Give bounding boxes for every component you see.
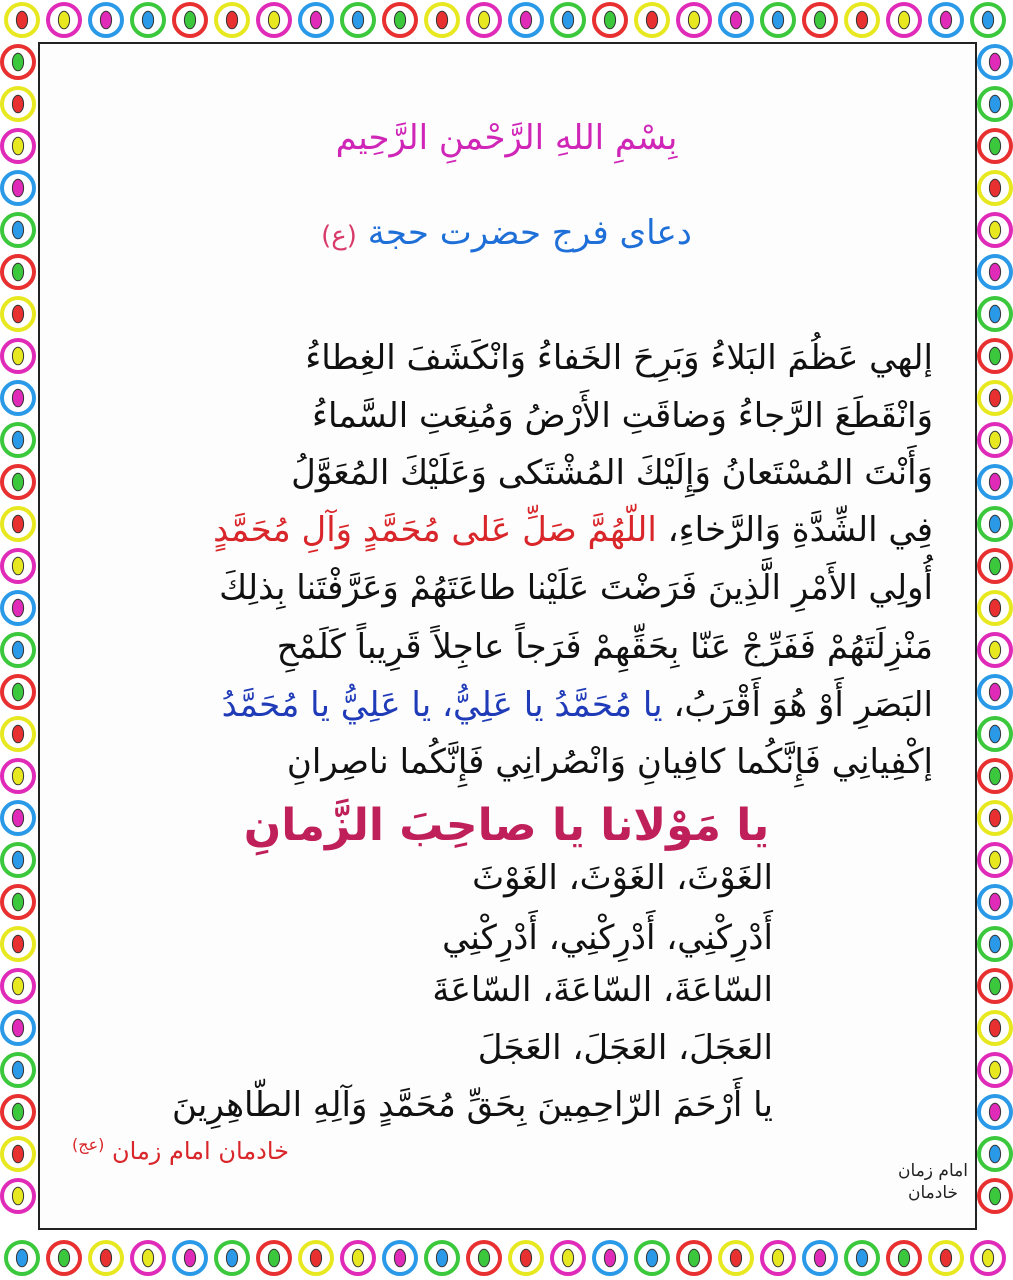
border-ring-center [12, 599, 23, 617]
border-ring-center [268, 1249, 279, 1267]
border-ring-center [12, 1187, 23, 1205]
prayer-line-segment: يا مُحَمَّدُ يا عَلِيُّ، يا عَلِيُّ يا مُحَمَّدُ [221, 685, 674, 725]
border-ring-center [982, 1249, 993, 1267]
prayer-line [80, 453, 933, 493]
border-ring-center [12, 851, 23, 869]
border-ring-center [989, 263, 1000, 281]
border-ring-center [352, 11, 363, 29]
border-ring-center [12, 431, 23, 449]
border-ring-center [12, 1103, 23, 1121]
border-ring-center [772, 1249, 783, 1267]
prayer-line-segment: اللّهُمَّ صَلِّ عَلى مُحَمَّدٍ وَآلِ مُحَمَّدٍ [213, 510, 668, 550]
border-ring-center [989, 515, 1000, 533]
border-ring-center [16, 11, 27, 29]
signature-text: خادمان امام زمان [112, 1137, 289, 1165]
border-ring-center [989, 557, 1000, 575]
border-ring-center [12, 515, 23, 533]
border-ring-center [12, 263, 23, 281]
border-ring-center [226, 11, 237, 29]
border-ring-center [12, 1019, 23, 1037]
border-ring-center [12, 977, 23, 995]
border-ring-center [989, 935, 1000, 953]
border-ring-center [100, 1249, 111, 1267]
border-ring-center [989, 431, 1000, 449]
border-ring-center [12, 473, 23, 491]
prayer-line-segment: إلهي عَظُمَ البَلاءُ وَبَرِحَ الخَفاءُ وَانْكَشَفَ الغِطاءُ [305, 338, 933, 378]
border-ring-center [12, 389, 23, 407]
border-ring-center [730, 11, 741, 29]
border-ring-center [856, 11, 867, 29]
border-ring-center [310, 1249, 321, 1267]
border-ring-center [814, 11, 825, 29]
border-ring-center [100, 11, 111, 29]
border-ring-center [989, 599, 1000, 617]
prayer-line-segment: إكْفِيانِي فَإِنَّكُما كافِيانِ وَانْصُرانِي فَإِنَّكُما ناصِرانِ [286, 742, 933, 782]
border-ring-center [989, 473, 1000, 491]
border-ring-center [58, 11, 69, 29]
border-ring-center [436, 1249, 447, 1267]
border-ring-center [989, 1103, 1000, 1121]
basmala: بِسْمِ اللهِ الرَّحْمنِ الرَّحِیم [335, 118, 678, 158]
border-ring-center [688, 1249, 699, 1267]
ya-mawlana-line: يا مَوْلانا يا صاحِبَ الزَّمانِ [243, 800, 770, 851]
invocation-line: العَجَلَ، العَجَلَ، العَجَلَ [477, 1028, 773, 1068]
border-ring-center [436, 11, 447, 29]
border-ring-center [989, 1061, 1000, 1079]
border-ring-center [989, 389, 1000, 407]
border-ring-center [142, 11, 153, 29]
prayer-line-segment: أُولِي الأَمْرِ الَّذِينَ فَرَضْتَ عَلَيْنا طاعَتَهُمْ وَعَرَّفْتَنا بِذلِكَ [219, 568, 933, 608]
border-ring-center [268, 11, 279, 29]
border-ring-center [989, 725, 1000, 743]
invocation-line: أَدْرِكْنِي، أَدْرِكْنِي، أَدْرِكْنِي [442, 918, 773, 958]
border-ring-center [12, 935, 23, 953]
invocation-line: السّاعَةَ، السّاعَةَ، السّاعَةَ [432, 970, 773, 1010]
border-ring-center [989, 53, 1000, 71]
border-ring-center [646, 1249, 657, 1267]
logo-line-2: خادمان [907, 1183, 959, 1203]
border-ring-center [562, 11, 573, 29]
prayer-line [80, 568, 933, 608]
signature-suffix: (عج) [72, 1135, 105, 1154]
border-ring-center [12, 557, 23, 575]
border-ring-center [604, 1249, 615, 1267]
border-ring-center [12, 1061, 23, 1079]
border-ring-center [989, 641, 1000, 659]
border-ring-center [562, 1249, 573, 1267]
prayer-line-segment: وَأَنْتَ المُسْتَعانُ وَإِلَيْكَ المُشْتَكى وَعَلَيْكَ المُعَوَّلُ [291, 453, 933, 493]
border-ring-center [989, 851, 1000, 869]
border-ring-center [12, 95, 23, 113]
border-ring-center [982, 11, 993, 29]
border-ring-center [310, 11, 321, 29]
prayer-line-segment: البَصَرِ أَوْ هُوَ أَقْرَبُ، [673, 685, 933, 725]
prayer-line [80, 742, 933, 782]
border-ring-center [394, 1249, 405, 1267]
border-ring-center [12, 53, 23, 71]
prayer-line-segment: فِي الشِّدَّةِ وَالرَّخاءِ، [667, 510, 933, 550]
prayer-line-segment: مَنْزِلَتَهُمْ فَفَرِّجْ عَنّا بِحَقِّهِمْ فَرَجاً عاجِلاً قَرِيباً كَلَمْحِ [276, 627, 933, 667]
border-ring-center [12, 641, 23, 659]
prayer-line [80, 396, 933, 436]
invocation-line: الغَوْثَ، الغَوْثَ، الغَوْثَ [472, 858, 773, 898]
border-ring-center [940, 11, 951, 29]
calligraphy-logo [893, 1160, 973, 1220]
border-ring-center [12, 725, 23, 743]
prayer-line [80, 685, 933, 725]
title-suffix: (ع) [321, 221, 357, 251]
border-ring-center [226, 1249, 237, 1267]
border-ring-center [989, 1019, 1000, 1037]
border-ring-center [12, 179, 23, 197]
border-ring-center [520, 11, 531, 29]
logo-line-1: امام زمان [898, 1161, 968, 1181]
border-ring-center [989, 767, 1000, 785]
border-ring-center [12, 767, 23, 785]
prayer-line [80, 510, 933, 550]
border-ring-center [184, 1249, 195, 1267]
border-ring-center [12, 893, 23, 911]
prayer-title [0, 213, 1013, 253]
border-ring-center [940, 1249, 951, 1267]
border-ring-center [898, 1249, 909, 1267]
border-ring-center [989, 1187, 1000, 1205]
border-ring-center [478, 11, 489, 29]
border-ring-center [730, 1249, 741, 1267]
border-ring-center [352, 1249, 363, 1267]
border-ring-center [772, 11, 783, 29]
border-ring-center [989, 305, 1000, 323]
border-ring-center [989, 1145, 1000, 1163]
border-ring-center [646, 11, 657, 29]
border-ring-center [184, 11, 195, 29]
border-ring-center [478, 1249, 489, 1267]
border-ring-center [394, 11, 405, 29]
border-ring-center [58, 1249, 69, 1267]
border-ring-center [12, 305, 23, 323]
border-ring-center [989, 893, 1000, 911]
border-ring-center [604, 11, 615, 29]
border-ring-center [989, 179, 1000, 197]
border-ring-center [856, 1249, 867, 1267]
border-ring-center [989, 347, 1000, 365]
border-ring-center [989, 95, 1000, 113]
title-main: دعای فرج حضرت حجة [367, 213, 692, 253]
prayer-line-segment: وَانْقَطَعَ الرَّجاءُ وَضاقَتِ الأَرْضُ وَمُنِعَتِ السَّماءُ [312, 396, 933, 436]
border-ring-center [688, 11, 699, 29]
border-ring-center [814, 1249, 825, 1267]
border-ring-center [12, 347, 23, 365]
signature [72, 1135, 289, 1165]
border-ring-center [16, 1249, 27, 1267]
closing-line: يا أَرْحَمَ الرّاحِمِينَ بِحَقِّ مُحَمَّدٍ وَآلِهِ الطّاهِرِينَ [172, 1085, 773, 1125]
prayer-line [80, 627, 933, 667]
border-ring-center [520, 1249, 531, 1267]
prayer-line [80, 338, 933, 378]
border-ring-center [12, 1145, 23, 1163]
border-ring-center [989, 977, 1000, 995]
border-ring-center [12, 683, 23, 701]
border-ring-center [989, 683, 1000, 701]
border-ring-center [142, 1249, 153, 1267]
border-ring-center [898, 11, 909, 29]
